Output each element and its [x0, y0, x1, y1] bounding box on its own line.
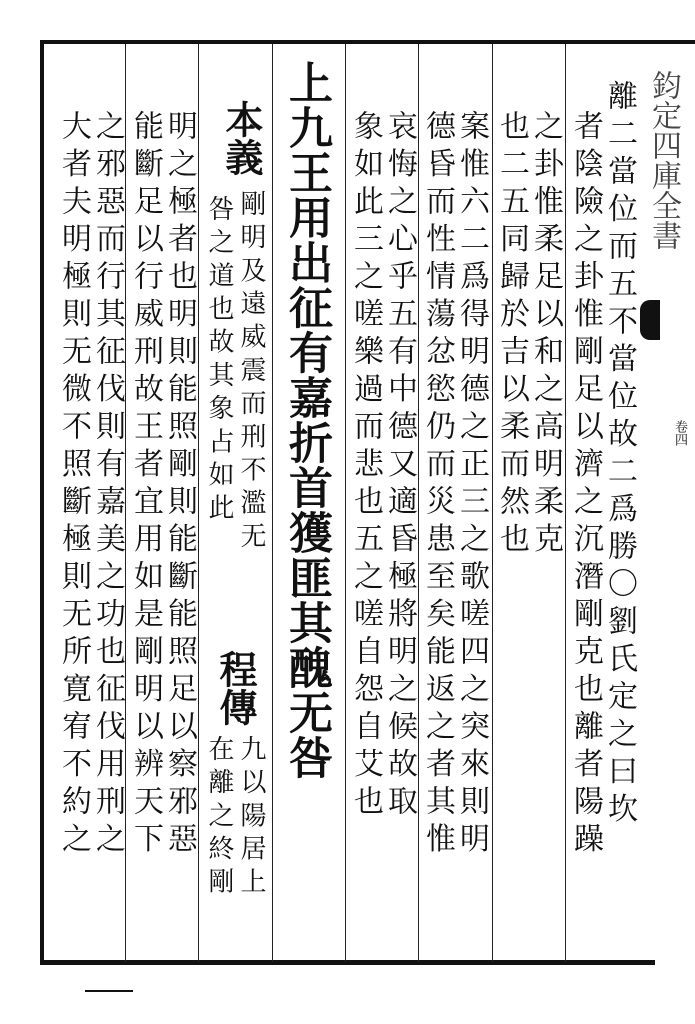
text-column: 能斷足以行威刑故王者宜用如是剛明以辨天下: [128, 110, 163, 860]
text-column: 也二五同歸於吉以柔而然也: [494, 110, 529, 560]
text-column: 離二當位而五不當位故二爲勝〇劉氏定之曰坎: [602, 80, 637, 830]
text-column: 之邪惡而行其征伐則有嘉美之功也征伐用刑之: [90, 110, 125, 860]
chengzhuan-label: 程傳: [213, 650, 258, 726]
text-column: 之卦惟柔足以和之高明柔克: [528, 110, 563, 560]
column-rule: [345, 44, 346, 962]
text-column: 者陰險之卦惟剛足以濟之沉潛剛克也離者陽躁: [568, 110, 603, 860]
text-column: 象如此三之嗟樂過而悲也五之嗟自怨自艾也: [348, 110, 383, 823]
text-column: 案惟六二爲得明德之正三之歌嗟四之突來則明: [454, 110, 489, 860]
column-rule: [125, 44, 126, 962]
column-rule: [198, 44, 199, 962]
benyi-text: 咎之道也故其象占如此: [204, 195, 234, 527]
chapter-marker: 卷四: [672, 420, 687, 446]
column-rule: [565, 44, 566, 962]
benyi-label: 本義: [219, 100, 264, 176]
top-edge: [655, 40, 695, 44]
text-column: 明之極者也明則能照剛則能斷能照足以察邪惡: [162, 110, 197, 860]
text-column: 德昏而性情蕩忿慾仍而災患至矣能返之者其惟: [420, 110, 455, 860]
footer-rule: [85, 990, 133, 992]
column-rule: [272, 44, 273, 962]
hexagram-line-heading: 上九王用出征有嘉折首獲匪其醜无咎: [281, 60, 332, 780]
chengzhuan-text: 九以陽居上: [236, 735, 266, 901]
column-rule: [492, 44, 493, 962]
text-column: 大者夫明極則无微不照斷極則无所寛宥不約之: [56, 110, 91, 860]
margin-edge-title: 鈞定四庫全書: [646, 70, 681, 250]
text-column: 哀悔之心乎五有中德又適昏極將明之候故取: [382, 110, 417, 823]
benyi-text: 剛明及遠威震而刑不濫无: [236, 190, 266, 556]
column-rule: [418, 44, 419, 962]
chengzhuan-text: 在離之終剛: [204, 735, 234, 901]
